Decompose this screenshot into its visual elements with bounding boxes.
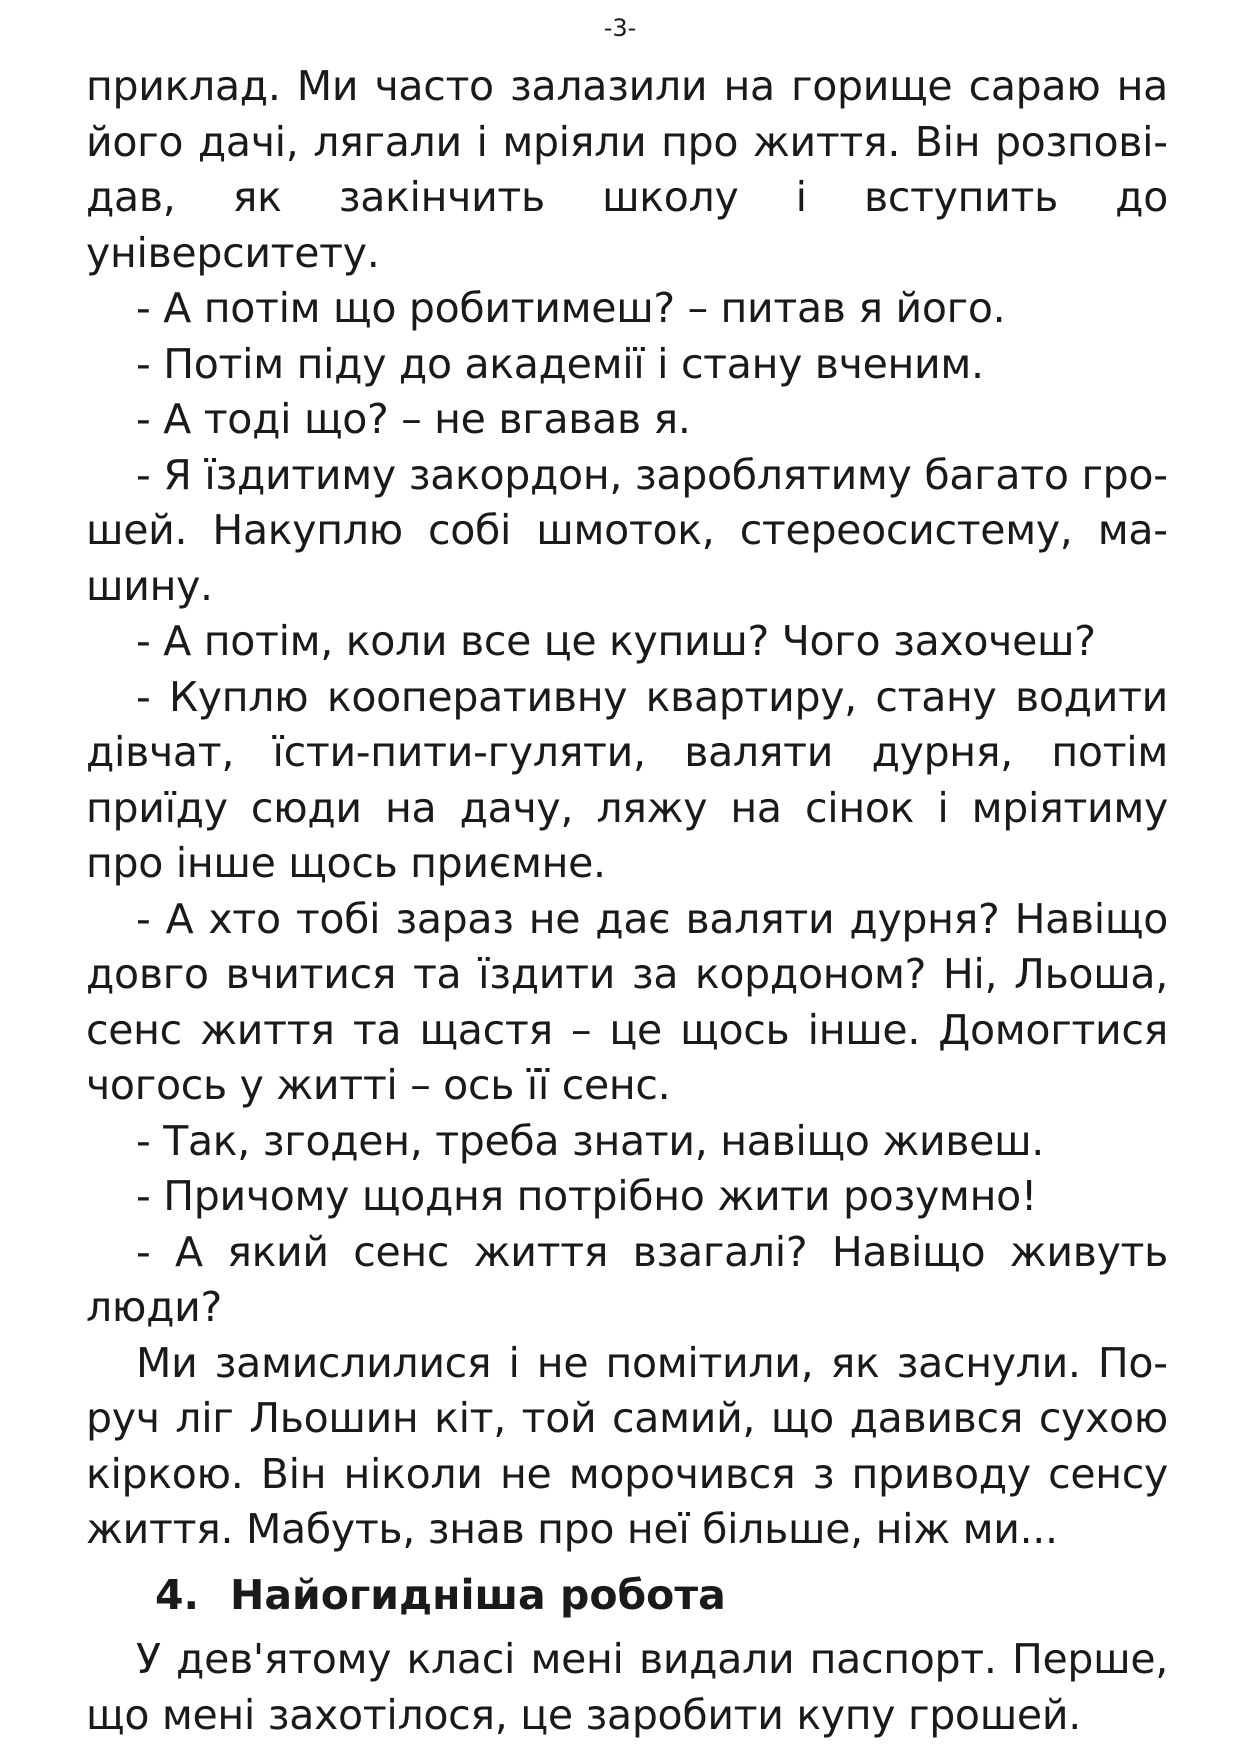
dialogue-line: - Куплю кооперативну квартиру, стану водити дівчат, їсти-пити-гуляти, валяти дурня, потім приїду сюди на дачу, ляжу на сінок і мріятиму про інше щось приємне.	[86, 672, 1168, 887]
section-title: Найогидніша робота	[230, 1570, 726, 1619]
dialogue-line: - А тоді що? – не вгавав я.	[136, 395, 691, 443]
section-number: 4.	[155, 1570, 200, 1619]
dialogue-line: - А потім, коли все це купиш? Чого захочеш?	[136, 617, 1096, 665]
dialogue-line: - А який сенс життя взагалі? Навіщо живуть люди?	[86, 1227, 1168, 1331]
dialogue-line: - Так, згоден, треба знати, навіщо живеш.	[136, 1116, 1045, 1165]
page-number: -3-	[603, 14, 637, 42]
section-heading	[86, 1568, 1168, 1624]
body-text	[86, 59, 1168, 1743]
dialogue-line: - А потім що робитимеш? – питав я його.	[136, 284, 1006, 332]
paragraph: приклад. Ми часто залазили на горище сараю на його дачі, лягали і мріяли про життя. Він розповідав, як закінчить школу і вступить до університету.	[86, 62, 1168, 277]
paragraph: Ми замислилися і не помітили, як заснули. Поруч ліг Льошин кіт, той самий, що давився сухою кіркою. Він ніколи не морочився з приводу сенсу життя. Мабуть, знав про неї більше, ніж ми...	[86, 1338, 1168, 1553]
dialogue-line: - Я їздитиму закордон, зароблятиму багато грошей. Накуплю собі шмоток, стереосистему, машину.	[86, 450, 1168, 610]
dialogue-line: - Причому щодня потрібно жити розумно!	[136, 1172, 1037, 1220]
dialogue-line: - Потім піду до академії і стану вченим.	[136, 339, 984, 388]
paragraph: У дев'ятому класі мені видали паспорт. Перше, що мені захотілося, це заробити купу грошей.	[86, 1635, 1168, 1739]
dialogue-line: - А хто тобі зараз не дає валяти дурня? Навіщо довго вчитися та їздити за кордоном? Ні, Льоша, сенс життя та щастя – це щось інше. Домогтися чогось у житті – ось її сенс.	[86, 894, 1168, 1109]
